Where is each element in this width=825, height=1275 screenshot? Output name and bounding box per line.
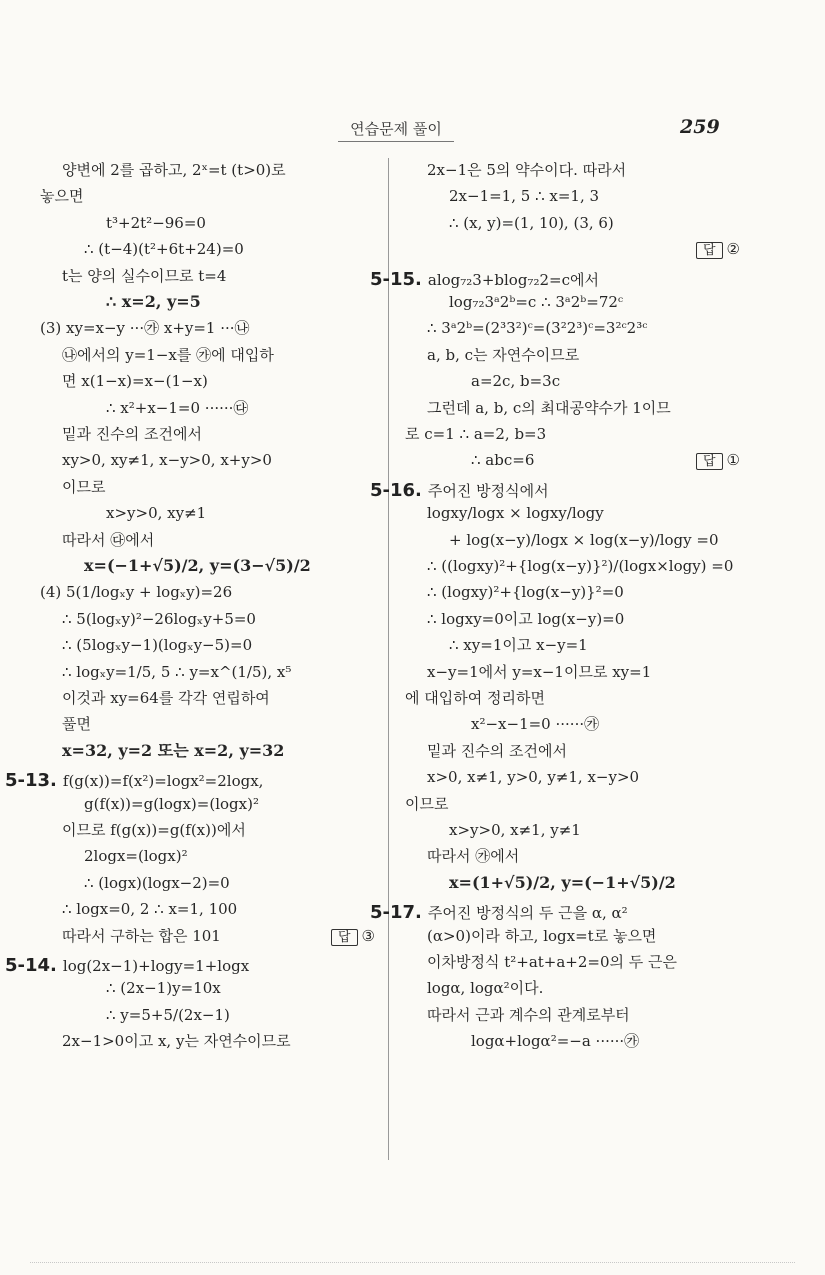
- problem-line: [370, 903, 628, 923]
- solution-line: [62, 899, 237, 919]
- answer-label: 답: [696, 453, 723, 470]
- line-text: ∴ x=2, y=5: [106, 292, 201, 311]
- line-text: x>y>0, x≠1, y≠1: [449, 821, 581, 839]
- line-text: 양변에 2를 곱하고, 2ˣ=t (t>0)로: [62, 161, 286, 179]
- solution-line: [427, 609, 624, 629]
- solution-line: [427, 345, 579, 365]
- line-text: ∴ y=5+5/(2x−1): [106, 1006, 230, 1024]
- section-title: 연습문제 풀이: [338, 118, 454, 142]
- problem-line: [370, 270, 599, 290]
- solution-line: [427, 318, 647, 338]
- solution-line: [106, 978, 221, 998]
- line-text: ㉯에서의 y=1−x를 ㉮에 대입하: [62, 346, 274, 364]
- solution-line: [427, 556, 733, 576]
- line-text: x=(−1+√5)/2, y=(3−√5)/2: [84, 556, 311, 575]
- line-text: 이것과 xy=64를 각각 연립하여: [62, 689, 270, 707]
- line-text: g(f(x))=g(logx)=(logx)²: [84, 795, 259, 813]
- line-text: f(g(x))=f(x²)=logx²=2logx,: [62, 772, 264, 790]
- solution-line: [405, 424, 546, 444]
- solution-line: [106, 213, 206, 233]
- line-text: 이므로: [405, 795, 449, 813]
- solution-line: [62, 635, 252, 655]
- solution-line: [62, 1031, 291, 1051]
- line-text: a=2c, b=3c: [471, 372, 561, 390]
- solution-line: [106, 292, 201, 312]
- solution-line: [62, 741, 284, 761]
- solution-line: [62, 609, 256, 629]
- answer-marker: [331, 926, 375, 946]
- solution-line: [84, 846, 188, 866]
- problem-line: [5, 771, 263, 791]
- solution-line: [471, 714, 599, 734]
- line-text: (4) 5(1/logₓy + logₓy)=26: [40, 583, 233, 601]
- solution-line: [427, 582, 624, 602]
- line-text: ∴ (5logₓy−1)(logₓy−5)=0: [62, 636, 253, 654]
- line-text: log(2x−1)+logy=1+logx: [62, 957, 250, 975]
- problem-number: 5-17.: [370, 902, 422, 923]
- solution-line: [427, 978, 543, 998]
- line-text: ∴ logₓy=1/5, 5 ∴ y=x^(1/5), x⁵: [62, 663, 292, 681]
- line-text: 주어진 방정식의 두 근을 α, α²: [427, 904, 628, 922]
- line-text: 로 c=1 ∴ a=2, b=3: [405, 425, 547, 443]
- solution-line: [449, 873, 676, 893]
- line-text: ∴ abc=6: [471, 451, 535, 469]
- line-text: logxy/logx × logxy/logy: [427, 504, 604, 522]
- line-text: ∴ 3ᵃ2ᵇ=(2³3²)ᶜ=(3²2³)ᶜ=3²ᶜ2³ᶜ: [427, 319, 648, 337]
- solution-line: [62, 714, 91, 734]
- solution-line: [40, 318, 250, 338]
- answer-marker: [696, 450, 740, 470]
- line-text: (3) xy=x−y ···㉮ x+y=1 ···㉯: [40, 319, 250, 337]
- solution-line: [84, 794, 259, 814]
- line-text: ∴ logxy=0이고 log(x−y)=0: [427, 610, 625, 628]
- solution-line: [84, 556, 311, 576]
- line-text: logα+logα²=−a ······㉮: [471, 1032, 640, 1050]
- line-text: 2x−1=1, 5 ∴ x=1, 3: [449, 187, 600, 205]
- line-text: x>0, x≠1, y>0, y≠1, x−y>0: [427, 768, 640, 786]
- solution-line: [62, 371, 208, 391]
- line-text: 밑과 진수의 조건에서: [62, 425, 202, 443]
- answer-choice: ①: [726, 451, 740, 469]
- problem-line: [370, 481, 549, 501]
- line-text: x>y>0, xy≠1: [106, 504, 207, 522]
- line-text: logα, logα²이다.: [427, 979, 544, 997]
- line-text: ∴ (logxy)²+{log(x−y)}²=0: [427, 583, 624, 601]
- line-text: 주어진 방정식에서: [427, 482, 549, 500]
- solution-line: [427, 662, 651, 682]
- line-text: 이차방정식 t²+at+a+2=0의 두 근은: [427, 953, 678, 971]
- problem-number: 5-14.: [5, 955, 57, 976]
- line-text: 놓으면: [40, 187, 84, 205]
- solution-line: [449, 820, 581, 840]
- line-text: a, b, c는 자연수이므로: [427, 346, 580, 364]
- page-number: 259: [680, 116, 720, 138]
- solution-line: [471, 450, 534, 470]
- solution-line: [449, 530, 719, 550]
- line-text: + log(x−y)/logx × log(x−y)/logy =0: [449, 531, 719, 549]
- problem-line: [5, 956, 249, 976]
- solution-line: [106, 398, 248, 418]
- solution-line: [471, 1031, 639, 1051]
- line-text: ∴ (logx)(logx−2)=0: [84, 874, 230, 892]
- answer-label: 답: [331, 929, 358, 946]
- line-text: ∴ (x, y)=(1, 10), (3, 6): [449, 214, 614, 232]
- line-text: (α>0)이라 하고, logx=t로 놓으면: [427, 927, 657, 945]
- solution-line: [40, 582, 232, 602]
- solution-line: [40, 186, 83, 206]
- solution-line: [427, 398, 671, 418]
- solution-line: [62, 266, 226, 286]
- solution-line: [427, 952, 677, 972]
- solution-line: [449, 292, 623, 312]
- line-text: 2logx=(logx)²: [84, 847, 188, 865]
- problem-number: 5-16.: [370, 480, 422, 501]
- line-text: 밑과 진수의 조건에서: [427, 742, 567, 760]
- solution-line: [62, 450, 272, 470]
- line-text: 풀면: [62, 715, 91, 733]
- answer-label: 답: [696, 242, 723, 259]
- solution-line: [471, 371, 560, 391]
- solution-line: [62, 688, 270, 708]
- page-bottom-edge: [30, 1262, 795, 1264]
- line-text: 따라서 ㉰에서: [62, 531, 155, 549]
- line-text: 면 x(1−x)=x−(1−x): [62, 372, 208, 390]
- solution-line: [427, 846, 519, 866]
- solution-line: [427, 160, 626, 180]
- line-text: ∴ xy=1이고 x−y=1: [449, 636, 588, 654]
- line-text: 2x−1>0이고 x, y는 자연수이므로: [62, 1032, 291, 1050]
- problem-number: 5-13.: [5, 770, 57, 791]
- line-text: 따라서 ㉮에서: [427, 847, 520, 865]
- solution-line: [62, 345, 274, 365]
- line-text: ∴ ((logxy)²+{log(x−y)}²)/(logx×logy) =0: [427, 557, 734, 575]
- solution-line: [449, 213, 614, 233]
- solution-line: [449, 186, 599, 206]
- solution-line: [106, 1005, 230, 1025]
- answer-choice: ②: [726, 240, 740, 258]
- line-text: ∴ 5(logₓy)²−26logₓy+5=0: [62, 610, 256, 628]
- line-text: 이므로: [62, 478, 106, 496]
- solution-line: [405, 688, 545, 708]
- solution-line: [62, 530, 154, 550]
- line-text: 2x−1은 5의 약수이다. 따라서: [427, 161, 627, 179]
- answer-marker: [696, 239, 740, 259]
- solution-line: [449, 635, 588, 655]
- line-text: x=32, y=2 또는 x=2, y=32: [62, 741, 285, 760]
- line-text: 따라서 근과 계수의 관계로부터: [427, 1006, 630, 1024]
- solution-line: [62, 477, 105, 497]
- solution-line: [427, 926, 656, 946]
- line-text: xy>0, xy≠1, x−y>0, x+y>0: [62, 451, 272, 469]
- line-text: 그런데 a, b, c의 최대공약수가 1이므: [427, 399, 671, 417]
- solution-line: [62, 662, 291, 682]
- line-text: ∴ logx=0, 2 ∴ x=1, 100: [62, 900, 238, 918]
- solution-line: [106, 503, 206, 523]
- solution-line: [427, 1005, 630, 1025]
- solution-line: [62, 926, 221, 946]
- line-text: 따라서 구하는 합은 101: [62, 927, 221, 945]
- problem-number: 5-15.: [370, 269, 422, 290]
- line-text: log₇₂3ᵃ2ᵇ=c ∴ 3ᵃ2ᵇ=72ᶜ: [449, 293, 624, 311]
- answer-choice: ③: [361, 927, 375, 945]
- solution-line: [62, 820, 246, 840]
- column-divider: [388, 158, 389, 1160]
- line-text: ∴ (t−4)(t²+6t+24)=0: [84, 240, 244, 258]
- solution-line: [84, 239, 244, 259]
- line-text: x=(1+√5)/2, y=(−1+√5)/2: [449, 873, 676, 892]
- line-text: x−y=1에서 y=x−1이므로 xy=1: [427, 663, 652, 681]
- line-text: 이므로 f(g(x))=g(f(x))에서: [62, 821, 246, 839]
- solution-line: [427, 741, 567, 761]
- solution-line: [62, 424, 202, 444]
- solution-line: [405, 794, 448, 814]
- line-text: ∴ (2x−1)y=10x: [106, 979, 221, 997]
- solution-line: [84, 873, 230, 893]
- line-text: alog₇₂3+blog₇₂2=c에서: [427, 271, 599, 289]
- line-text: ∴ x²+x−1=0 ······㉰: [106, 399, 249, 417]
- line-text: t³+2t²−96=0: [106, 214, 206, 232]
- solution-line: [62, 160, 286, 180]
- line-text: 에 대입하여 정리하면: [405, 689, 545, 707]
- solution-line: [427, 767, 639, 787]
- solution-line: [427, 503, 604, 523]
- line-text: t는 양의 실수이므로 t=4: [62, 267, 227, 285]
- line-text: x²−x−1=0 ······㉮: [471, 715, 600, 733]
